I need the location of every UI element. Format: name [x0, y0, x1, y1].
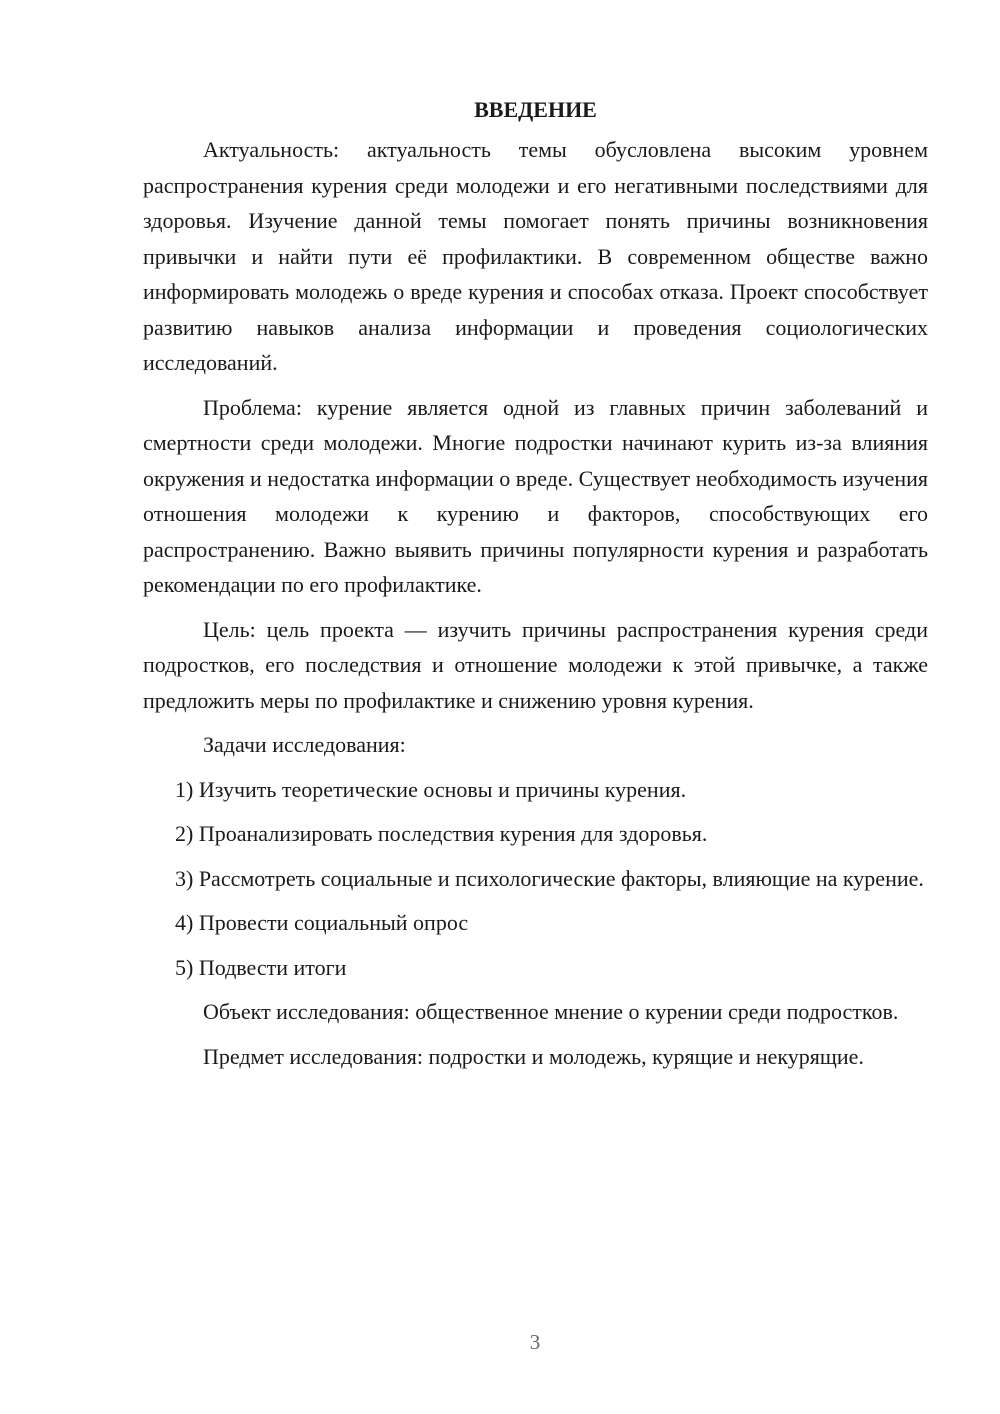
paragraph-subject: Предмет исследования: подростки и молодежь, курящие и некурящие. [203, 1043, 864, 1069]
page-number: 3 [529, 1330, 541, 1354]
task-item: 1) Изучить теоретические основы и причины курения. [175, 776, 687, 802]
task-item: 2) Проанализировать последствия курения для здоровья. [175, 821, 708, 846]
task-item: 3) Рассмотреть социальные и психологические факторы, влияющие на курение. [175, 865, 924, 891]
tasks-heading: Задачи исследования: [203, 732, 406, 757]
task-item: 5) Подвести итоги [175, 954, 347, 980]
paragraph-goal: Цель: цель проекта — изучить причины распространения курения среди подростков, его последствия и отношение молодежи к этой привычке, а также предложить меры по профилактике и снижению уровня курения. [143, 616, 928, 713]
task-item: 4) Провести социальный опрос [175, 910, 469, 935]
section-title: ВВЕДЕНИЕ [474, 97, 597, 122]
paragraph-problem: Проблема: курение является одной из главных причин заболеваний и смертности среди молодежи. Многие подростки начинают курить из-за влияния окружения и недостатка информации о вреде. Существует необходимость изучения отношения молодежи к курению и факторов, способствующих его распространению. Важно выявить причины популярности курения и разработать рекомендации по его профилактике. [143, 394, 928, 597]
tasks-list [143, 772, 928, 986]
paragraph-relevance: Актуальность: актуальность темы обусловлена высоким уровнем распространения курения среди молодежи и его негативными последствиями для здоровья. Изучение данной темы помогает понять причины возникновения привычки и найти пути её профилактики. В современном обществе важно информировать молодежь о вреде курения и способах отказа. Проект способствует развитию навыков анализа информации и проведения социологических исследований. [143, 137, 928, 375]
paragraph-object: Объект исследования: общественное мнение о курении среди подростков. [203, 999, 899, 1024]
document-page [143, 92, 928, 1083]
